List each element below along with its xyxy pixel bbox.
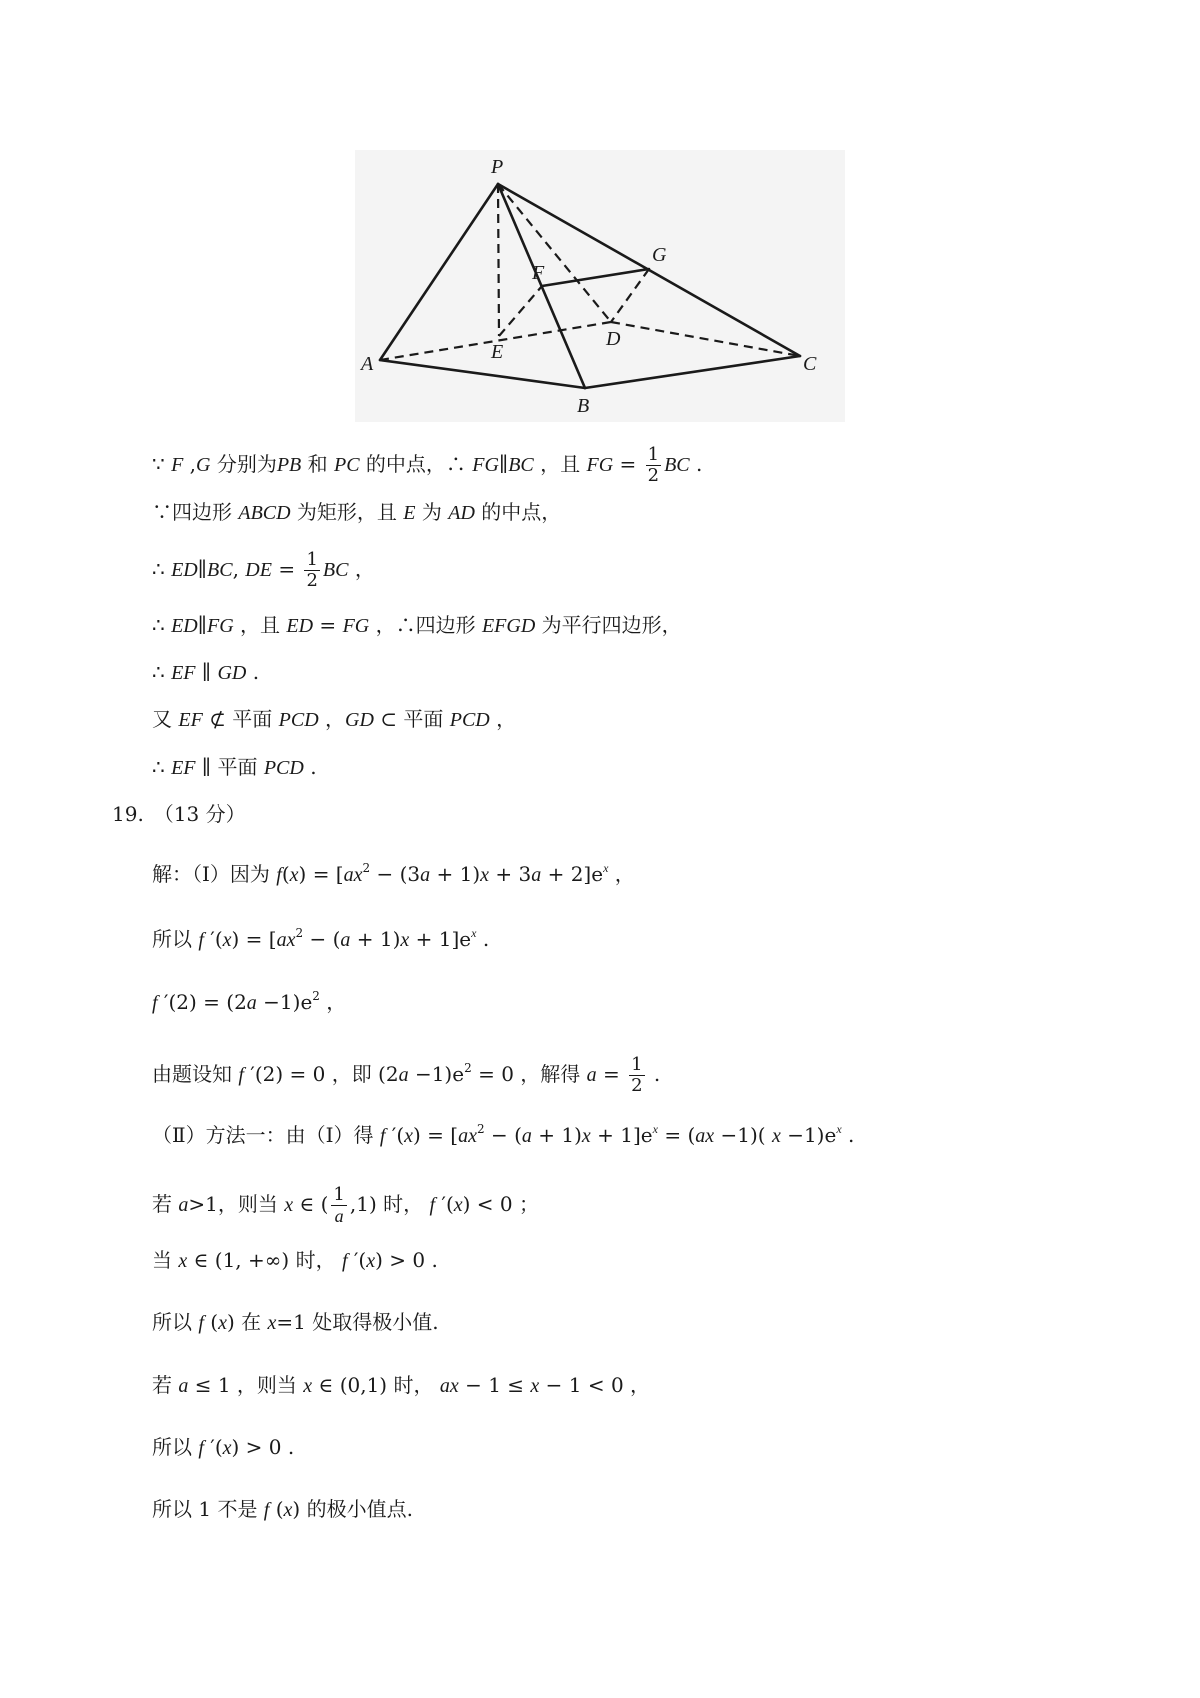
math-symbol: FG [472,454,499,476]
text-run: ′( [385,1123,405,1147]
solution-line-case-a-le-1 [152,1373,650,1398]
text-run: 为矩形，且 [290,500,404,524]
math-symbol: AD [448,502,475,524]
superscript: 2 [312,989,320,1003]
math-symbol: E [403,502,416,524]
solution-line-interval [152,1248,438,1273]
math-symbol: f [429,1194,436,1216]
solution-line-fprime-2 [152,990,346,1015]
text-run: 为平行四边形， [535,613,682,637]
math-symbol: ax [343,864,363,886]
text-run: = [613,452,643,476]
text-run: 所以 [152,927,199,951]
math-symbol: ED [171,559,198,581]
math-symbol: a [340,929,351,951]
proof-line-conclusion [152,755,317,780]
math-symbol: f [263,1499,270,1521]
math-symbol: ax [439,1375,459,1397]
text-run: + 1) [531,1123,582,1147]
math-symbol: ax [458,1125,477,1147]
math-symbol: x [284,1194,294,1216]
math-symbol: x [480,864,490,886]
math-symbol: f [379,1125,386,1147]
label-E: E [491,341,504,363]
text-run: ，∴四边形 [369,613,482,637]
math-symbol: x [771,1125,781,1147]
text-run: ∴ [152,660,172,684]
superscript: x [836,1122,842,1136]
text-run: . [841,1123,855,1147]
math-symbol: ED [286,615,314,637]
math-symbol: DE [245,559,272,581]
label-C: C [803,353,817,375]
fraction-numerator: 1 [333,1184,345,1205]
math-symbol: f [341,1250,348,1272]
superscript: 2 [295,926,304,940]
text-run: + 1) [430,862,481,886]
solution-line-fprime [152,927,489,952]
math-symbol: BC [207,559,233,581]
solution-line-method-one [152,1123,854,1148]
math-symbol: EF [178,709,203,731]
text-run: ( [203,1310,219,1334]
math-symbol: x [222,929,232,951]
fraction-denominator: 2 [306,570,318,591]
math-symbol: ax [276,929,296,951]
text-run: >1，则当 [188,1192,285,1216]
text-run: ) 在 [226,1310,268,1334]
text-run: ≤ 1 ，则当 [188,1373,304,1397]
fraction [646,445,661,486]
fraction-numerator: 1 [631,1054,643,1075]
superscript: x [471,926,477,940]
math-symbol: EFGD [481,615,536,637]
solution-line-solve-a [152,1055,660,1096]
problem-19-heading [112,802,246,826]
text-run: −1)e [408,1062,465,1086]
text-run: ，且 [533,452,587,476]
text-run: ) > 0 . [231,1435,295,1459]
math-symbol: x [530,1375,540,1397]
math-symbol: FG [342,615,370,637]
text-run: =1 处取得极小值. [276,1310,439,1334]
math-symbol: F [171,454,184,476]
math-symbol: BC [664,454,690,476]
text-run: . [689,452,703,476]
math-symbol: a [246,992,257,1014]
superscript: 2 [476,1122,485,1136]
text-run: ) = [ [231,927,277,951]
text-run: 和 [301,452,334,476]
math-symbol: x [404,1125,414,1147]
math-symbol: PC [334,454,360,476]
text-run: ∥ [197,557,208,581]
math-symbol: x [222,1437,232,1459]
text-run: ∴ [152,557,172,581]
text-run: 所以 1 不是 [152,1497,264,1521]
text-run: . [476,927,490,951]
text-run: − 1 ≤ [458,1373,531,1397]
superscript: 2 [362,861,371,875]
math-symbol: f [276,864,282,886]
math-symbol: EF [171,757,196,779]
text-run: ， [348,557,375,581]
text-run: （Ⅱ）方法一：由（Ⅰ）得 [152,1123,380,1147]
math-symbol: PCD [278,709,319,731]
text-run: ( [281,862,290,886]
superscript: x [603,861,609,875]
math-symbol: a [531,864,542,886]
math-symbol: PCD [263,757,304,779]
text-run: . [647,1062,661,1086]
superscript: 2 [464,1061,472,1075]
math-symbol: EF [171,662,196,684]
math-symbol: a [398,1064,409,1086]
solution-line-case-a-gt-1 [152,1185,539,1226]
text-run: 的中点， [474,500,562,524]
label-D: D [606,328,621,350]
math-symbol: ax [695,1125,715,1147]
text-run: − ( [303,927,341,951]
fraction-denominator: a [334,1206,344,1226]
text-run: + 2]e [541,862,604,886]
solution-line-positive [152,1435,294,1460]
math-symbol: G [196,454,211,476]
math-symbol: x [218,1312,227,1334]
math-symbol: BC [508,454,534,476]
text-run: = [271,557,302,581]
fraction-denominator: 2 [647,465,660,486]
math-symbol: f [198,1437,204,1459]
math-symbol: BC [322,559,349,581]
math-symbol: a [178,1194,189,1216]
proof-line-ed-parallel [152,550,375,591]
fraction-numerator: 1 [647,444,660,465]
text-run: ∥ [498,452,509,476]
math-symbol: FG [586,454,614,476]
text-run: ∥ [197,613,208,637]
math-symbol: x [400,929,410,951]
text-run: −1)( [714,1123,772,1147]
math-symbol: a [420,864,431,886]
math-symbol: x [453,1194,463,1216]
text-run: ′(2) = (2 [157,990,247,1014]
text-run: ∴ [152,755,172,779]
text-run: ) < 0 ； [462,1192,539,1216]
text-run: . [303,755,317,779]
text-run: ， [318,707,345,731]
text-run: ′(2) = 0 ，即 (2 [243,1062,399,1086]
math-symbol: x [366,1250,376,1272]
text-run: ∈ ( [293,1192,329,1216]
math-symbol: x [581,1125,591,1147]
fraction [304,550,319,591]
superscript: x [652,1122,658,1136]
text-run: −1)e [780,1123,837,1147]
text-run: −1)e [256,990,313,1014]
pyramid-diagram [355,150,845,422]
text-run: ， [489,707,517,731]
text-run: ) > 0 . [375,1248,438,1272]
text-run: − 1 < 0 ， [539,1373,651,1397]
fraction [331,1185,346,1226]
proof-line-parallelogram [152,613,682,638]
text-run: − ( [484,1123,522,1147]
text-run: ⊄ 平面 [202,707,279,731]
text-run: 19. （13 分） [112,802,246,826]
text-run: . [246,660,260,684]
text-run: 所以 [152,1435,199,1459]
text-run: 若 [152,1373,179,1397]
text-run: 分别为 [210,452,277,476]
text-run: − (3 [370,862,421,886]
solution-line-not-min [152,1497,413,1522]
text-run: , [232,557,246,581]
proof-line-ef-gd [152,660,259,685]
math-symbol: x [178,1250,188,1272]
math-symbol: PCD [449,709,490,731]
math-symbol: x [289,864,299,886]
fraction-numerator: 1 [306,549,318,570]
proof-line-plane-relation [152,707,516,732]
math-symbol: f [198,1312,204,1334]
math-symbol: ABCD [238,502,291,524]
math-symbol: x [267,1312,277,1334]
text-run: ) = [ [413,1123,459,1147]
text-run: ′( [203,1435,223,1459]
text-run: ∵四边形 [152,500,239,524]
text-run: ′( [347,1248,367,1272]
label-B: B [577,395,590,417]
text-run: ( [269,1497,284,1521]
math-symbol: f [198,929,204,951]
math-symbol: f [152,992,158,1014]
math-symbol: a [586,1064,597,1086]
pyramid-figure [355,150,845,422]
math-symbol: f [238,1064,244,1086]
math-symbol: x [303,1375,313,1397]
text-run: + 1]e [590,1123,653,1147]
text-run: + 1]e [409,927,472,951]
label-G: G [652,244,667,266]
text-run: 为 [415,500,449,524]
math-symbol: x [283,1499,293,1521]
text-run: ， [319,990,347,1014]
text-run: ′( [435,1192,454,1216]
math-symbol: GD [345,709,374,731]
text-run: 解：（Ⅰ）因为 [152,862,277,886]
text-run: ∈ (1, +∞) 时， [187,1248,342,1272]
text-run: ) = [ [298,862,344,886]
text-run: = ( [657,1123,696,1147]
math-symbol: a [178,1375,189,1397]
text-run: = [596,1062,627,1086]
text-run: ∥ 平面 [195,755,264,779]
text-run: ∈ (0,1) 时， [312,1373,440,1397]
text-run: + 1) [350,927,401,951]
text-run: 若 [152,1192,179,1216]
text-run: 又 [152,707,179,731]
text-run: ，且 [233,613,287,637]
solution-line-f [152,862,635,887]
text-run: + 3 [489,862,532,886]
label-A: A [361,353,374,375]
math-symbol: a [521,1125,532,1147]
math-symbol: GD [217,662,247,684]
text-run: ∥ [195,660,218,684]
math-symbol: PB [276,454,302,476]
text-run: , [183,452,197,476]
label-P: P [491,156,504,178]
text-run: = [313,613,343,637]
text-run: 所以 [152,1310,199,1334]
text-run: = 0 ，解得 [471,1062,587,1086]
proof-line-rectangle [152,500,561,525]
proof-line-midpoints [152,445,702,486]
math-symbol: ED [171,615,198,637]
solution-line-min-at-1 [152,1310,439,1335]
math-symbol: FG [207,615,234,637]
text-run: ∴ [152,613,172,637]
fraction-denominator: 2 [631,1075,643,1096]
text-run: 由题设知 [152,1062,239,1086]
text-run: ′( [203,927,223,951]
text-run: ,1) 时， [349,1192,430,1216]
fraction [629,1055,644,1096]
text-run: ∵ [152,452,172,476]
label-F: F [532,262,545,284]
text-run: ⊂ 平面 [373,707,450,731]
text-run: 的中点，∴ [359,452,473,476]
text-run: 当 [152,1248,179,1272]
text-run: ) 的极小值点. [292,1497,413,1521]
text-run: ， [608,862,635,886]
